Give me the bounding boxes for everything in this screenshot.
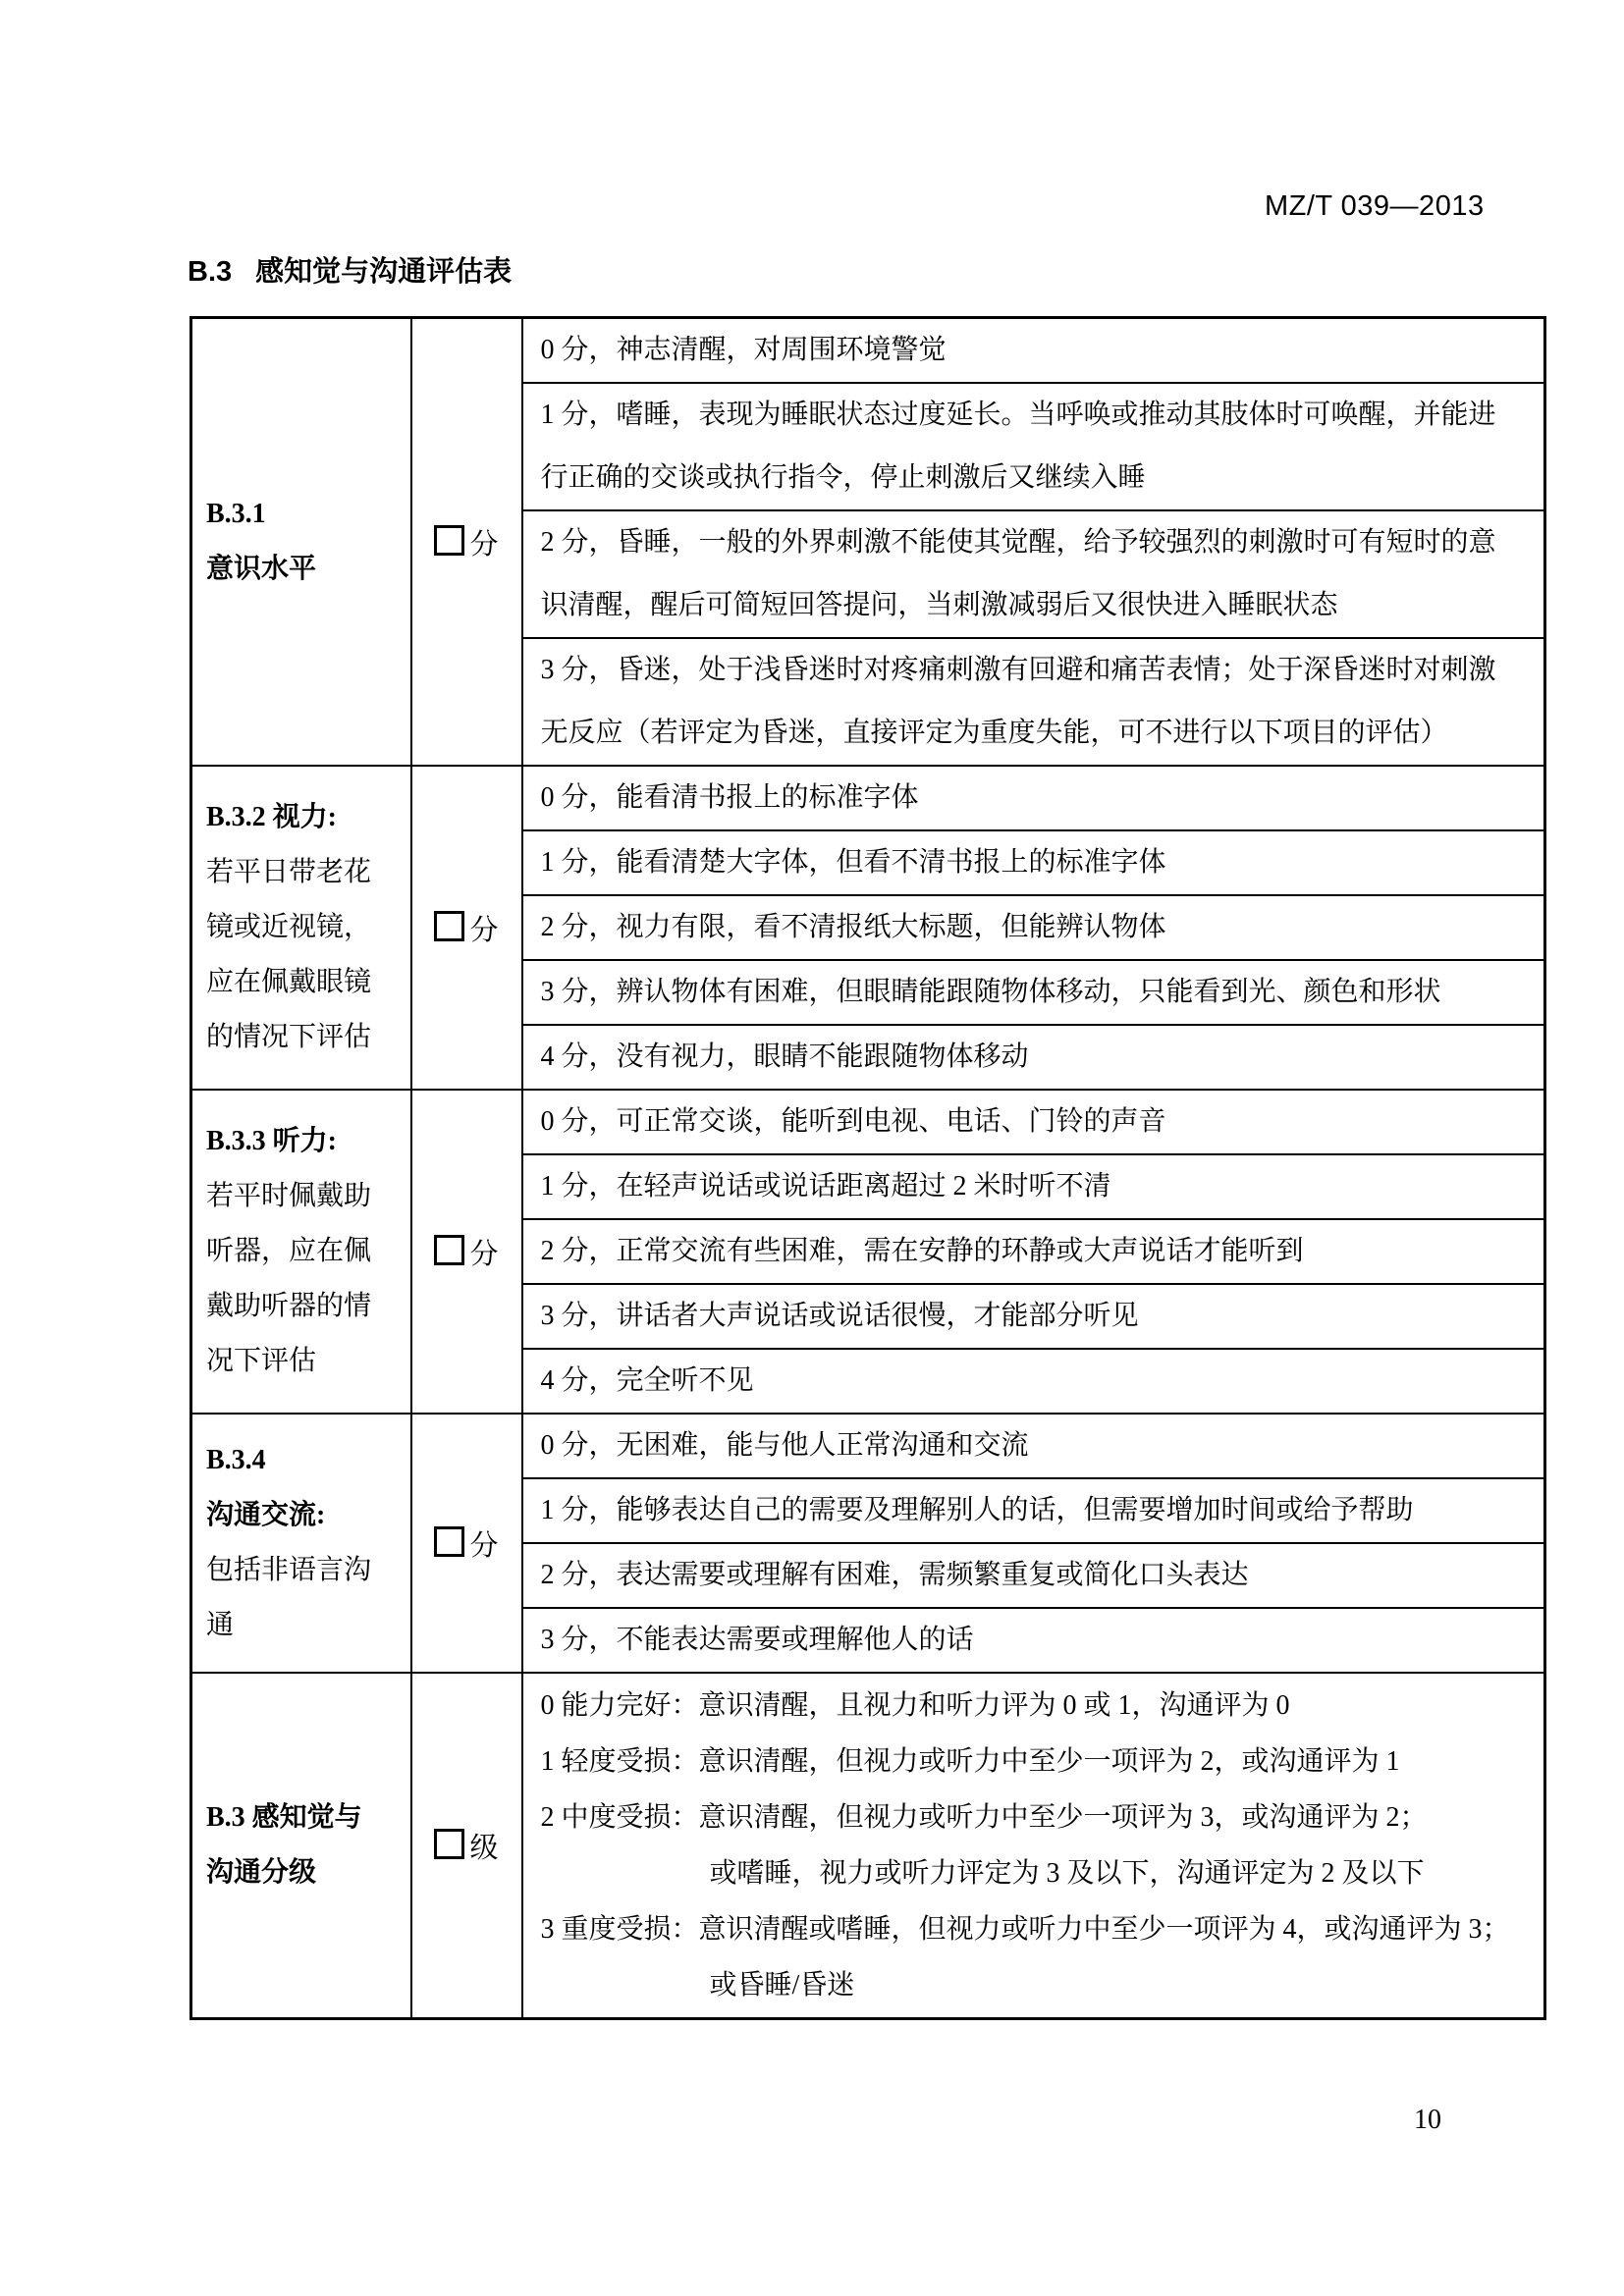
table-row <box>191 1414 1545 1478</box>
section-label-note: 若平日带老花镜或近视镜，应在佩戴眼镜的情况下评估 <box>206 857 372 1052</box>
assessment-table <box>189 316 1546 2020</box>
option-cell: 1 分，能够表达自己的需要及理解别人的话，但需要增加时间或给予帮助 <box>522 1478 1545 1543</box>
grade-unit-label: 级 <box>469 1832 499 1864</box>
option-cell: 3 分，讲话者大声说话或说话很慢，才能部分听见 <box>522 1284 1545 1349</box>
section-label-line: 沟通交流: <box>206 1500 326 1530</box>
score-cell-b3-4 <box>411 1414 522 1673</box>
option-cell: 1 分，能看清楚大字体，但看不清书报上的标准字体 <box>522 830 1545 895</box>
option-cell: 1 分，嗜睡，表现为睡眠状态过度延长。当呼唤或推动其肢体时可唤醒，并能进行正确的交谈或执行指令，停止刺激后又继续入睡 <box>522 383 1545 510</box>
score-cell-b3-1 <box>411 318 522 767</box>
section-label-line: 意识水平 <box>206 554 317 584</box>
option-cell: 3 分，辨认物体有困难，但眼睛能跟随物体移动，只能看到光、颜色和形状 <box>522 960 1545 1025</box>
section-label-line: 沟通分级 <box>206 1857 317 1888</box>
table-row <box>191 766 1545 830</box>
score-cell-b3-3 <box>411 1090 522 1414</box>
section-heading <box>188 249 512 290</box>
option-cell: 0 分，无困难，能与他人正常沟通和交流 <box>522 1414 1545 1478</box>
grading-line: 2 中度受损：意识清醒，但视力或听力中至少一项评为 3，或沟通评为 2； <box>540 1802 1428 1833</box>
option-cell: 3 分，不能表达需要或理解他人的话 <box>522 1608 1545 1673</box>
score-unit-label: 分 <box>469 1529 499 1562</box>
grading-rules-cell <box>522 1673 1545 2019</box>
score-unit-label: 分 <box>469 1238 499 1270</box>
table-row <box>191 1673 1545 2019</box>
score-unit-label: 分 <box>469 528 499 561</box>
grading-line-continuation: 或嗜睡，视力或听力评定为 3 及以下，沟通评定为 2 及以下 <box>709 1858 1425 1889</box>
table-row <box>191 318 1545 384</box>
option-cell: 0 分，可正常交谈，能听到电视、电话、门铃的声音 <box>522 1090 1545 1154</box>
section-label-grading <box>191 1673 411 2019</box>
checkbox-icon[interactable] <box>434 525 464 556</box>
option-cell: 2 分，视力有限，看不清报纸大标题，但能辨认物体 <box>522 895 1545 960</box>
grading-line: 3 重度受损：意识清醒或嗜睡，但视力或听力中至少一项评为 4，或沟通评为 3； <box>540 1914 1510 1945</box>
section-label-line: B.3.4 <box>206 1445 266 1475</box>
grading-line: 1 轻度受损：意识清醒，但视力或听力中至少一项评为 2，或沟通评为 1 <box>540 1746 1400 1777</box>
option-cell: 2 分，正常交流有些困难，需在安静的环静或大声说话才能听到 <box>522 1219 1545 1284</box>
section-label-note: 若平时佩戴助听器，应在佩戴助听器的情况下评估 <box>206 1181 372 1376</box>
section-label-line: B.3.3 听力: <box>206 1126 338 1156</box>
checkbox-icon[interactable] <box>434 1526 464 1557</box>
option-cell: 2 分，昏睡，一般的外界刺激不能使其觉醒，给予较强烈的刺激时可有短时的意识清醒，醒后可简短回答提问，当刺激减弱后又很快进入睡眠状态 <box>522 510 1545 638</box>
checkbox-icon[interactable] <box>434 1829 464 1859</box>
section-label-b3-3 <box>191 1090 411 1414</box>
option-cell: 1 分，在轻声说话或说话距离超过 2 米时听不清 <box>522 1154 1545 1219</box>
section-label-note: 包括非语言沟通 <box>206 1555 372 1640</box>
option-cell: 2 分，表达需要或理解有困难，需频繁重复或简化口头表达 <box>522 1543 1545 1608</box>
option-cell: 0 分，能看清书报上的标准字体 <box>522 766 1545 830</box>
grade-cell-checkbox <box>411 1673 522 2019</box>
section-label-line: B.3.1 <box>206 499 266 529</box>
doc-code: MZ/T 039—2013 <box>1265 190 1485 222</box>
section-label-b3-1 <box>191 318 411 767</box>
option-cell: 4 分，没有视力，眼睛不能跟随物体移动 <box>522 1025 1545 1090</box>
option-cell: 3 分，昏迷，处于浅昏迷时对疼痛刺激有回避和痛苦表情；处于深昏迷时对刺激无反应（若评定为昏迷，直接评定为重度失能，可不进行以下项目的评估） <box>522 638 1545 766</box>
option-cell: 0 分，神志清醒，对周围环境警觉 <box>522 318 1545 384</box>
table-row <box>191 1090 1545 1154</box>
section-heading-title: 感知觉与沟通评估表 <box>255 256 513 288</box>
grading-line: 0 能力完好：意识清醒，且视力和听力评为 0 或 1，沟通评为 0 <box>540 1690 1290 1721</box>
page-number: 10 <box>1414 2105 1441 2135</box>
checkbox-icon[interactable] <box>434 1235 464 1265</box>
score-cell-b3-2 <box>411 766 522 1090</box>
option-cell: 4 分，完全听不见 <box>522 1349 1545 1414</box>
grading-line-continuation: 或昏睡/昏迷 <box>709 1970 855 2001</box>
section-label-line: B.3.2 视力: <box>206 802 338 832</box>
score-unit-label: 分 <box>469 914 499 946</box>
section-label-b3-4 <box>191 1414 411 1673</box>
section-label-line: B.3 感知觉与 <box>206 1802 362 1833</box>
section-heading-number: B.3 <box>188 256 233 288</box>
checkbox-icon[interactable] <box>434 911 464 941</box>
section-label-b3-2 <box>191 766 411 1090</box>
